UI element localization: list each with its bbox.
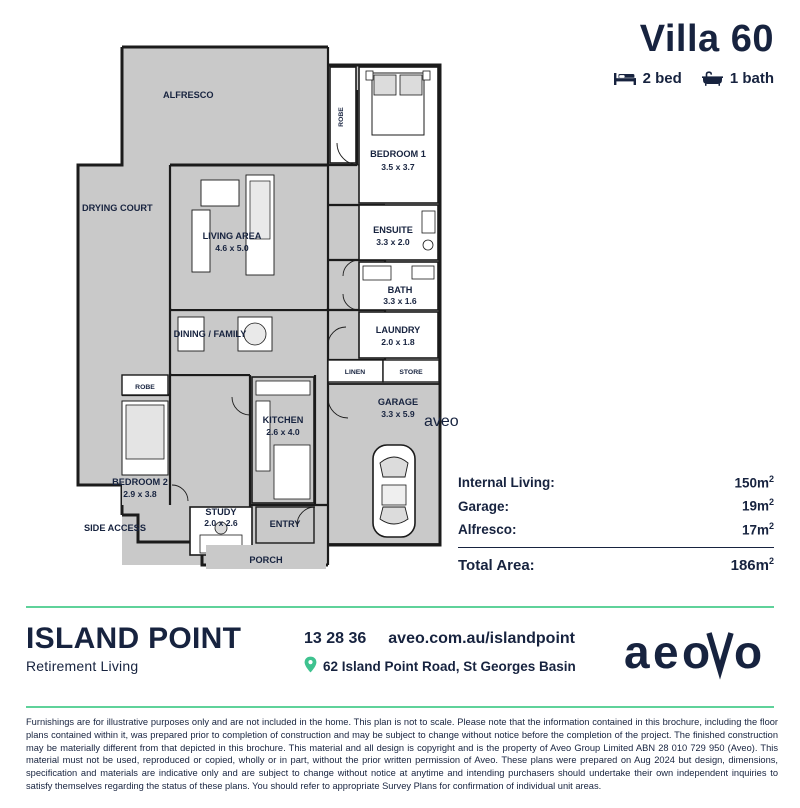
room-dim-garage: 3.3 x 5.9 [381, 409, 415, 419]
contact-block [304, 630, 576, 676]
area-label: Internal Living: [458, 475, 555, 490]
area-summary [458, 470, 774, 578]
area-row [458, 494, 774, 518]
room-robe-1 [330, 67, 356, 163]
feature-badges [614, 70, 774, 87]
room-bath [359, 262, 438, 310]
room-label-bedroom-2: BEDROOM 2 [112, 477, 168, 487]
room-label-store: STORE [399, 369, 423, 376]
room-label-dining-family: DINING / FAMILY [173, 329, 247, 339]
room-label-alfresco: ALFRESCO [163, 90, 214, 100]
room-store [383, 360, 439, 382]
room-dim-laundry: 2.0 x 1.8 [381, 337, 415, 347]
area-divider [458, 547, 774, 548]
svg-text:a: a [624, 626, 650, 678]
room-laundry [359, 312, 438, 358]
area-label: Alfresco: [458, 522, 517, 537]
page-title: Villa 60 [639, 18, 774, 60]
room-dining-family [172, 312, 326, 374]
room-label-bath: BATH [387, 285, 413, 295]
room-label-entry: ENTRY [269, 519, 301, 529]
badge-bath [702, 70, 774, 87]
svg-text:aveo: aveo [424, 413, 459, 430]
floor-plan [60, 45, 500, 575]
room-dim-kitchen: 2.6 x 4.0 [266, 427, 300, 437]
area-total-row [458, 553, 774, 578]
area-value: $19m^2$ [741, 497, 774, 514]
room-linen [328, 360, 383, 382]
area-row [458, 517, 774, 541]
room-robe-2 [122, 375, 168, 395]
room-label-porch: PORCH [249, 555, 283, 565]
phone-number[interactable]: 13 28 36 [304, 630, 367, 647]
area-value: $150m^2$ [734, 473, 774, 490]
room-side-access [84, 523, 146, 533]
divider-top [26, 606, 774, 608]
bath-icon [702, 71, 723, 86]
room-bedroom-1 [359, 67, 438, 203]
room-porch [206, 545, 326, 569]
room-dim-bedroom-1: 3.5 x 3.7 [381, 162, 415, 172]
room-label-ensuite: ENSUITE [373, 225, 413, 235]
room-ensuite [359, 205, 438, 260]
room-living-area [172, 167, 326, 309]
room-dim-ensuite: 3.3 x 2.0 [376, 237, 410, 247]
room-label-robe-2: ROBE [135, 384, 155, 391]
car-icon [373, 445, 415, 537]
area-value: $17m^2$ [741, 520, 774, 537]
svg-text:o: o [682, 626, 711, 678]
area-label: Garage: [458, 498, 510, 514]
room-label-side-access: SIDE ACCESS [84, 523, 146, 533]
disclaimer-text: Furnishings are for illustrative purposes only and are not included in the home. This plan is not to scale. Please note that the information contained in this brochure, including the floor plans contained within it, was prepared prior to completion of construction and may be subject to change without notice before the completion of the project. The finished construction may be materially different from that depicted in this brochure. This material and all design is copyright and is the property of Aveo Group Limited ABN 28 010 729 950 (Aveo). This material must not be used, reproduced or copied, wholly or in part, without the prior written permission of Aveo. These plans were prepared on Aug 2024 but design, dimensions, specification and materials are indicative only and are subject to change without notice at anytime and intending purchasers should undertake their own independent inquiries to satisfy themselves regarding the status of these plans. You should refer to appropriate Survey Plans for confirmation of individual unit areas. [26, 717, 778, 792]
room-label-garage: GARAGE [377, 397, 419, 407]
room-kitchen [252, 377, 314, 503]
area-total-value: $186m^2$ [730, 556, 774, 574]
divider-bottom [26, 706, 774, 708]
room-alfresco [124, 49, 326, 163]
room-label-linen: LINEN [344, 369, 366, 376]
room-label-study: STUDY [205, 507, 237, 517]
room-dim-study: 2.0 x 2.6 [204, 518, 238, 528]
room-label-laundry: LAUNDRY [375, 325, 421, 335]
room-dim-bedroom-2: 2.9 x 3.8 [123, 489, 157, 499]
room-label-bedroom-1: BEDROOM 1 [370, 149, 426, 159]
location-pin-icon [304, 656, 317, 676]
area-total-label: Total Area: [458, 557, 535, 574]
brand-tagline: Retirement Living [26, 658, 139, 674]
room-drying-court [80, 167, 168, 393]
brand-name: ISLAND POINT [26, 622, 242, 655]
website-link[interactable]: aveo.com.au/islandpoint [388, 630, 575, 647]
svg-text:o: o [734, 626, 763, 678]
badge-bath-label: 1 bath [729, 70, 774, 87]
room-label-living-area: LIVING AREA [202, 231, 262, 241]
room-label-robe-1: ROBE [338, 107, 345, 127]
area-row [458, 470, 774, 494]
room-dim-bath: 3.3 x 1.6 [383, 296, 417, 306]
bed-icon [614, 71, 636, 86]
room-label-drying-court: DRYING COURT [82, 203, 153, 213]
room-entry [256, 507, 314, 543]
room-dim-living-area: 4.6 x 5.0 [215, 243, 249, 253]
svg-text:e: e [653, 626, 679, 678]
badge-bed-label: 2 bed [642, 70, 682, 87]
badge-bed [614, 70, 682, 87]
room-label-kitchen: KITCHEN [262, 415, 304, 425]
address-text: 62 Island Point Road, St Georges Basin [323, 658, 576, 674]
